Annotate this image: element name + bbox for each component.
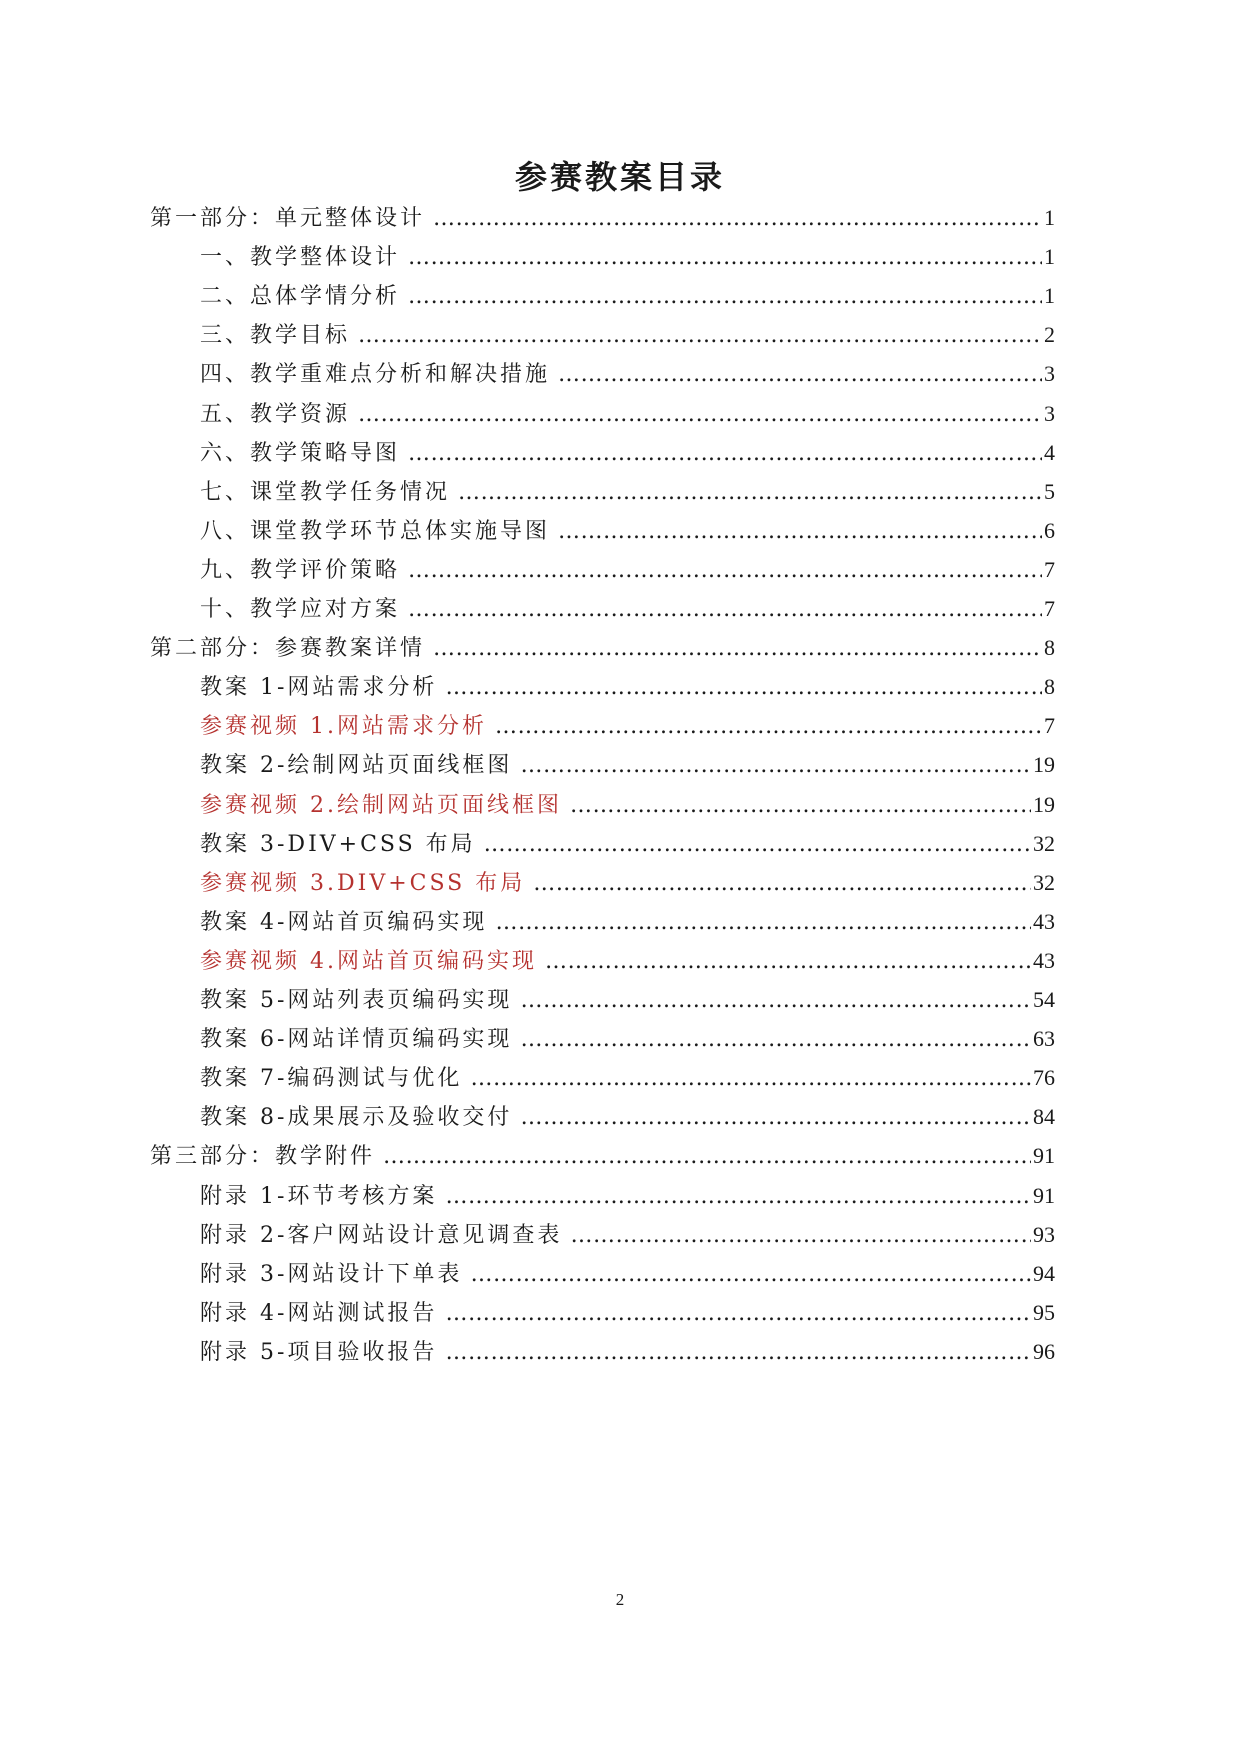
toc-page-number: 19 [1033, 752, 1055, 778]
toc-entry[interactable] [200, 470, 1055, 514]
toc-dot-leader [445, 1331, 1031, 1375]
toc-entry-title: 三、教学目标 [200, 323, 351, 349]
toc-entry[interactable] [200, 822, 1055, 866]
toc-page-number: 43 [1033, 908, 1055, 934]
toc-entry-title: 参赛视频 3.DIV+CSS 布局 [200, 870, 526, 896]
toc-entry[interactable] [200, 1291, 1055, 1335]
toc-entry-title: 附录 3-网站设计下单表 [200, 1261, 463, 1287]
toc-entry-title: 参赛视频 1.网站需求分析 [200, 714, 487, 740]
toc-page-number: 63 [1033, 1026, 1055, 1052]
toc-entry-title: 附录 5-项目验收报告 [200, 1339, 438, 1365]
toc-entry-title: 一、教学整体设计 [200, 245, 401, 271]
toc-entry[interactable] [200, 392, 1055, 436]
toc-entry-title: 教案 3-DIV+CSS 布局 [200, 831, 476, 857]
toc-entry-title: 教案 2-绘制网站页面线框图 [200, 753, 513, 779]
toc-entry[interactable] [200, 1174, 1055, 1218]
toc-page-number: 2 [1044, 322, 1055, 348]
toc-page-number: 96 [1033, 1338, 1055, 1364]
toc-entry-title: 七、课堂教学任务情况 [200, 479, 451, 505]
toc-page-number: 43 [1033, 947, 1055, 973]
toc-entry-title: 五、教学资源 [200, 401, 351, 427]
toc-entry-title: 附录 4-网站测试报告 [200, 1300, 438, 1326]
toc-page-number: 1 [1044, 283, 1055, 309]
toc-entry[interactable] [200, 704, 1055, 748]
toc-entry-title: 教案 5-网站列表页编码实现 [200, 988, 513, 1013]
toc-entry-title: 十、教学应对方案 [200, 597, 401, 622]
toc-page-number: 91 [1033, 1143, 1055, 1169]
toc-entry[interactable] [200, 1095, 1055, 1139]
toc-section-entry[interactable] [150, 196, 1055, 240]
toc-entry-title: 教案 8-成果展示及验收交付 [200, 1105, 513, 1131]
toc-page-number: 54 [1033, 987, 1055, 1012]
toc-page-number: 32 [1033, 869, 1055, 895]
toc-entry[interactable] [200, 1017, 1055, 1061]
toc-page-number: 84 [1033, 1104, 1055, 1130]
toc-page-number: 4 [1044, 439, 1055, 465]
toc-entry[interactable] [200, 861, 1055, 905]
toc-page-number: 91 [1033, 1182, 1055, 1208]
toc-entry-title: 教案 4-网站首页编码实现 [200, 909, 488, 935]
toc-page-number: 76 [1033, 1065, 1055, 1091]
toc-entry[interactable] [200, 431, 1055, 475]
toc-entry[interactable] [200, 978, 1055, 1022]
toc-entry-title: 参赛视频 2.绘制网站页面线框图 [200, 792, 562, 818]
toc-entry-title: 第三部分：教学附件 [150, 1144, 376, 1170]
toc-page-number: 6 [1044, 517, 1055, 543]
toc-section-entry[interactable] [150, 626, 1055, 670]
toc-entry[interactable] [200, 235, 1055, 279]
toc-page-number: 1 [1044, 205, 1055, 230]
toc-page-number: 3 [1044, 361, 1055, 387]
toc-entry[interactable] [200, 665, 1055, 709]
toc-page-number: 93 [1033, 1221, 1055, 1247]
toc-entry-title: 教案 6-网站详情页编码实现 [200, 1027, 513, 1053]
toc-page-number: 19 [1033, 791, 1055, 817]
toc-entry[interactable] [200, 1330, 1055, 1374]
toc-entry[interactable] [200, 1213, 1055, 1257]
toc-entry-title: 教案 7-编码测试与优化 [200, 1066, 463, 1092]
toc-entry[interactable] [200, 1252, 1055, 1296]
toc-entry-title: 四、教学重难点分析和解决措施 [200, 362, 551, 388]
toc-page-number: 3 [1044, 400, 1055, 426]
toc-entry-title: 六、教学策略导图 [200, 440, 401, 466]
toc-page-number: 32 [1033, 830, 1055, 856]
toc-entry-title: 八、课堂教学环节总体实施导图 [200, 518, 551, 544]
toc-section-entry[interactable] [150, 1134, 1055, 1178]
toc-entry-title: 第二部分：参赛教案详情 [150, 636, 426, 662]
toc-entry-title: 教案 1-网站需求分析 [200, 675, 438, 701]
toc-entry[interactable] [200, 939, 1055, 983]
toc-entry-title: 第一部分：单元整体设计 [150, 206, 426, 231]
toc-page-number: 7 [1044, 713, 1055, 739]
toc-page-number: 5 [1044, 478, 1055, 504]
toc-entry[interactable] [200, 783, 1055, 827]
toc-page-number: 8 [1044, 635, 1055, 661]
toc-entry[interactable] [200, 352, 1055, 396]
toc-entry[interactable] [200, 313, 1055, 357]
toc-page-number: 8 [1044, 674, 1055, 700]
page-title: 参赛教案目录 [514, 158, 725, 196]
toc-page-number: 7 [1044, 596, 1055, 621]
toc-page-number: 7 [1044, 556, 1055, 582]
toc-entry[interactable] [200, 509, 1055, 553]
page-number: 2 [615, 1590, 625, 1609]
toc-entry-title: 二、总体学情分析 [200, 284, 401, 310]
toc-entry[interactable] [200, 1056, 1055, 1100]
toc-entry[interactable] [200, 274, 1055, 318]
toc-entry-title: 九、教学评价策略 [200, 557, 401, 583]
toc-page-number: 94 [1033, 1260, 1055, 1286]
toc-page-number: 95 [1033, 1299, 1055, 1325]
toc-entry[interactable] [200, 900, 1055, 944]
toc-entry[interactable] [200, 743, 1055, 787]
toc-page-number: 1 [1044, 244, 1055, 270]
toc-entry[interactable] [200, 587, 1055, 631]
toc-entry[interactable] [200, 548, 1055, 592]
toc-entry-title: 参赛视频 4.网站首页编码实现 [200, 948, 537, 974]
toc-entry-title: 附录 1-环节考核方案 [200, 1183, 438, 1209]
toc-entry-title: 附录 2-客户网站设计意见调查表 [200, 1222, 563, 1248]
